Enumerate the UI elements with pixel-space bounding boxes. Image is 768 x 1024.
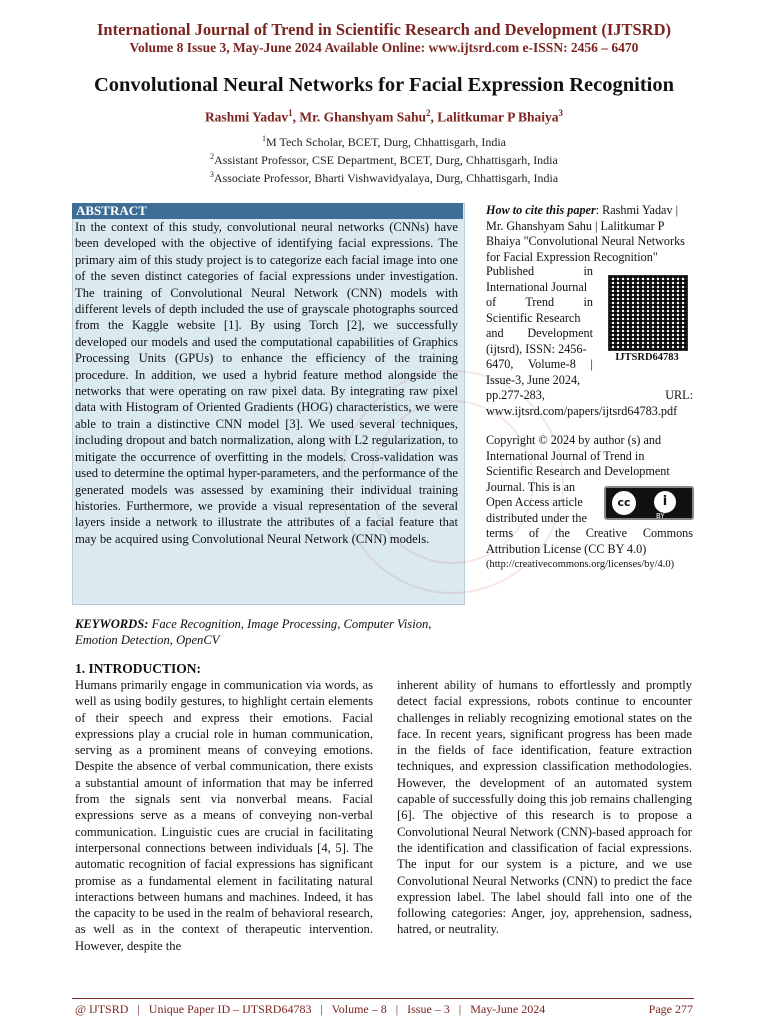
intro-column-left: Humans primarily engage in communication via words, as well as using bodily gestures, to highlight certain elements of their speech and express their emotions. Facial expressions play a crucial role in human communication, serving as a prominent means of conveying emotions. Despite the absence of verbal communication, there exists a substantial amount of information that may be inferred from the signals sent via nonverbal means. Facial expressions serve as a means of conveying non-verbal communication. Linguistic cues are crucial in facilitating interpersonal connections between individuals [4, 5]. The automatic recognition of facial expressions has significant promise as a fundamental element in facilitating natural interactions between humans and machines. Indeed, it has the capacity to be used in the realm of behavioral research, as well as in the context of therapeutic intervention. However, despite the <box>75 678 373 953</box>
citation-line: of Trend in <box>486 295 593 309</box>
page-number: Page 277 <box>648 1002 693 1016</box>
citation-pages-row <box>486 388 693 404</box>
citation-block <box>486 203 693 265</box>
copyright-line: Journal. This is an <box>486 480 576 494</box>
cc-by-badge[interactable] <box>604 486 694 520</box>
author-sup: 3 <box>558 108 564 118</box>
intro-column-right: inherent ability of humans to effortlessly and promptly detect facial expressions, robots continue to encounter challenges in reliably recognizing emotional states on the face. In recent years, significant progress has been made in the fields of face identification, feature extraction techniques, and expression classification methodologies. However, the development of an automated system capable of successfully doing this job remains challenging [6]. The objective of this research is to propose a Convolutional Neural Network (CNN)-based approach for the identification and classification of facial expressions. The input for our system is a picture, and we use Convolutional Neural Networks (CNN) to predict the face expression label. The label should fall into one of the following categories: Anger, joy, apprehension, sadness, hatred, or neutrality. <box>397 678 692 937</box>
author-name: Lalitkumar P Bhaiya <box>437 109 559 125</box>
citation-pages: pp.277-283, <box>486 388 545 402</box>
citation-line: Scientific Research <box>486 311 581 325</box>
affiliation-2: $^2$Assistant Professor, CSE Department, BCET, Durg, Chhattisgarh, India <box>210 152 558 167</box>
footer-divider <box>72 998 694 999</box>
license-link[interactable]: (http://creativecommons.org/licenses/by/4.0) <box>486 559 675 570</box>
citation-line: (ijtsrd), ISSN: 2456- <box>486 342 587 356</box>
copyright-bottom: terms of the Creative Commons Attribution License (CC BY 4.0) <box>486 526 693 556</box>
abstract-heading: ABSTRACT <box>72 203 463 219</box>
copyright-line: Open Access article <box>486 495 583 509</box>
citation-line: and Development <box>486 326 593 340</box>
citation-line: Published in <box>486 264 593 278</box>
abstract-text: In the context of this study, convolutional neural networks (CNNs) have been developed with the objective of identifying facial expressions. The primary aim of this study project is to categorize each facial image into one of the seven distinct categories of facial expressions under investigation. The training of Convolutional Neural Network (CNN) models with different levels of depth included the use of grayscale photographs sourced from the Kaggle website [1]. By using Torch [2], we successfully developed our models and used the computational capabilities of Graphics Processing Units (GPUs) to enhance the efficiency of the training procedure. In addition, we used a hybrid feature method alongside the networks that were operating on raw pixel data. By integrating raw pixel data with Histogram of Oriented Gradients (HOG) characteristics, we were able to train a distinctive CNN model [3]. We used several techniques, including dropout and batch normalization, along with L2 regularization, to mitigate the occurrence of overfitting in the models. Cross-validation was used to determine the optimal hyper-parameters, and the performance of the generated models was assessed by examining their individual training histories. Furthermore, we provide a visual representation of the several layers inside a network to illustrate the attributes of a facial feature that may be acquired using Convolutional Neural Network (CNN) models. <box>75 220 458 546</box>
citation-url-label: URL: <box>665 388 693 402</box>
affiliation-1: $^1$M Tech Scholar, BCET, Durg, Chhattisgarh, India <box>262 134 506 149</box>
author-name: Mr. Ghanshyam Sahu <box>299 109 427 125</box>
author-name: Rashmi Yadav <box>204 109 289 125</box>
paper-title: Convolutional Neural Networks for Facial Expression Recognition <box>93 74 675 96</box>
cc-icon: cc <box>612 491 636 515</box>
issue-line: Volume 8 Issue 3, May-June 2024 Available Online: www.ijtsrd.com e-ISSN: 2456 – 6470 <box>129 40 639 55</box>
copyright-line: distributed under the <box>486 511 587 525</box>
journal-title: International Journal of Trend in Scientific Research and Development (IJTSRD) <box>97 20 671 39</box>
author-sup: 1 <box>288 108 293 118</box>
citation-url[interactable]: www.ijtsrd.com/papers/ijtsrd64783.pdf <box>486 404 678 418</box>
footer-info: @ IJTSRD | Unique Paper ID – IJTSRD64783 | Volume – 8 | Issue – 3 | May-June 2024 <box>75 1002 546 1016</box>
affiliation-3: $^3$Associate Professor, Bharti Vishwavidyalaya, Durg, Chhattisgarh, India <box>209 170 559 185</box>
citation-line: 6470, Volume-8 | <box>486 357 593 371</box>
citation-intro: : Rashmi Yadav | Mr. Ghanshyam Sahu | Lalitkumar P Bhaiya "Convolutional Neural Networks for Facial Expression Recognition" <box>486 203 685 264</box>
keywords-label: KEYWORDS: <box>75 617 149 631</box>
copyright-top: Copyright © 2024 by author (s) and International Journal of Trend in Scientific Research and Development <box>486 433 670 478</box>
attribution-icon: i <box>654 491 676 513</box>
citation-line: Issue-3, June 2024, <box>486 373 581 387</box>
page-footer <box>75 1001 693 1017</box>
author-sup: 2 <box>426 108 431 118</box>
qr-code <box>608 275 688 351</box>
keywords <box>75 616 465 648</box>
section-heading-introduction: 1. INTRODUCTION: <box>75 661 202 676</box>
keywords-text: Face Recognition, Image Processing, Computer Vision, Emotion Detection, OpenCV <box>75 617 432 647</box>
qr-code-id: IJTSRD64783 <box>615 352 679 363</box>
by-label: BY <box>656 512 665 520</box>
author-list: Rashmi Yadav$^1$, Mr. Ghanshyam Sahu$^2$, Lalitkumar P Bhaiya$^3$ <box>204 108 564 125</box>
citation-lead: How to cite this paper <box>486 203 596 217</box>
citation-line: International Journal <box>486 280 588 294</box>
